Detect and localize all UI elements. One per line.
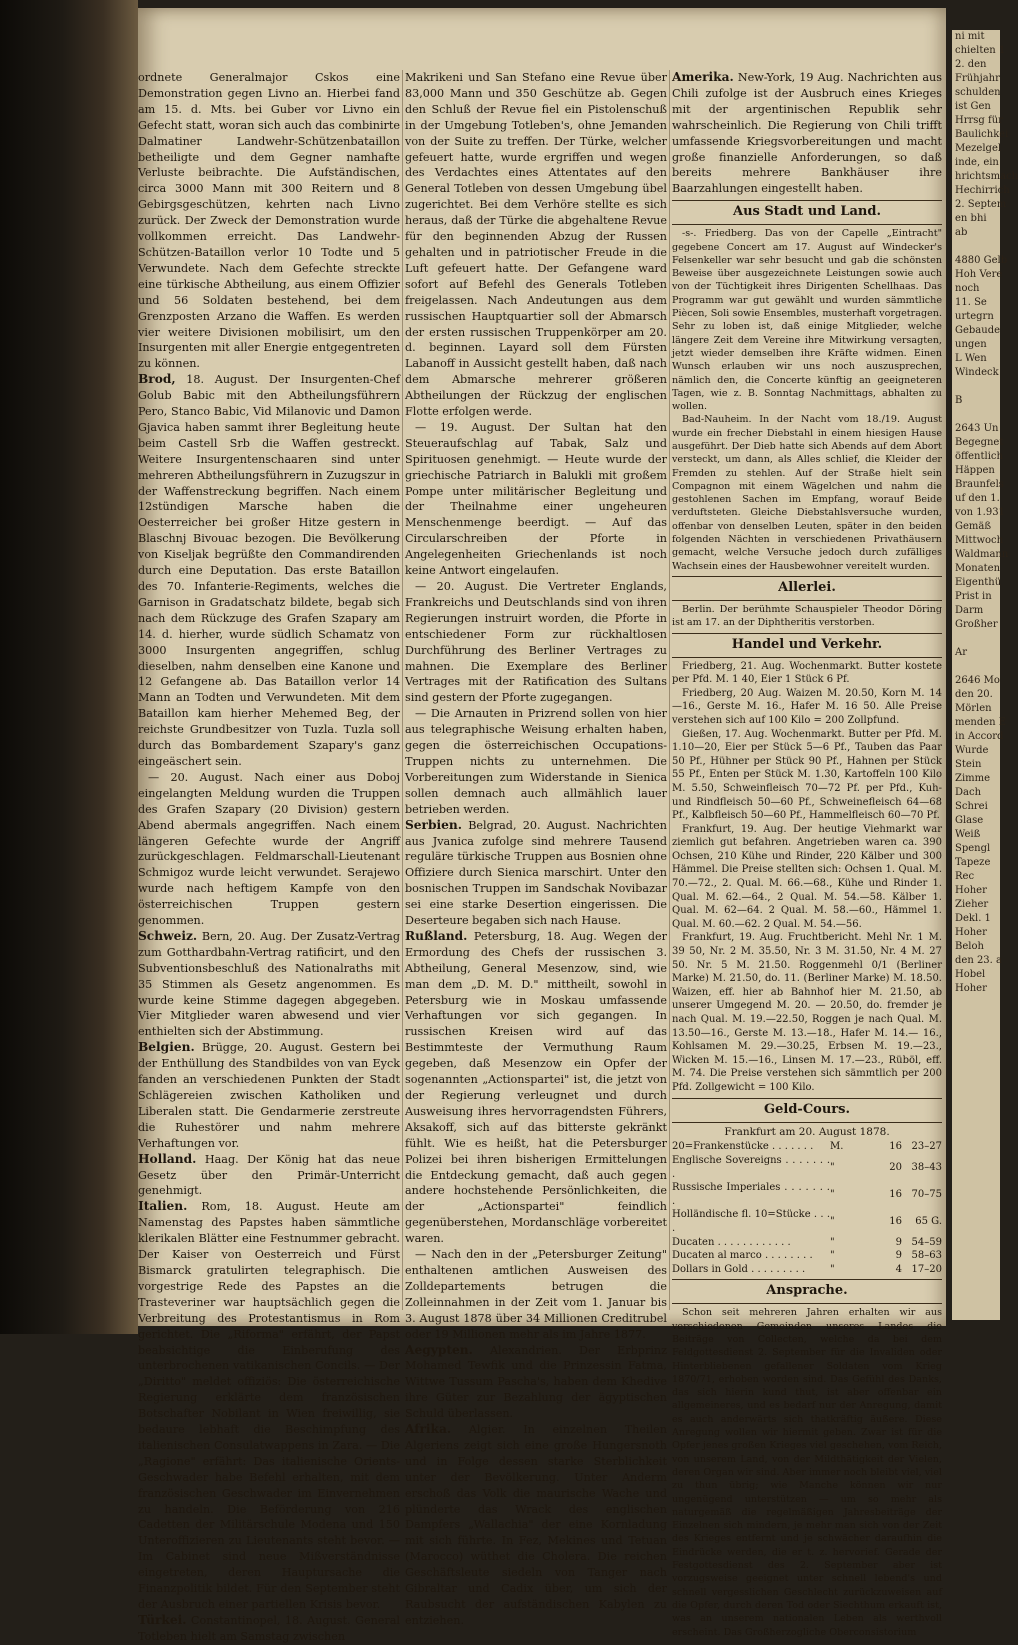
article-text: — Die Arnauten in Prizrend sollen von hier aus telegraphische Weisung erhalten haben, gegen die österreichischen Occupations-Truppen nichts zu unternehmen. Die Vorbereitungen zum Widerstande in Sienica sollen demnach auch allmählich lauer betrieben werden.	[405, 707, 667, 816]
edge-text-fragment: uf den 1.	[955, 493, 1000, 504]
rate-pfennig: 70–75	[911, 1189, 942, 1201]
edge-text-fragment: Hoher	[955, 885, 987, 896]
coin-name: Ducaten al marco . . . . . . . .	[672, 1250, 813, 1262]
edge-text-fragment: Glase	[955, 815, 984, 826]
article-paragraph	[138, 1152, 400, 1200]
article-paragraph	[405, 579, 667, 706]
edge-text-fragment	[952, 632, 1000, 646]
article-text: — Nach den in der „Petersburger Zeitung" enthaltenen amtlichen Ausweisen des Zolldepartements betrugen die Zolleinnahmen in der Zeit vom 1. Januar bis 3. August 1878 über 34 Millionen Creditrubel oder 19 Millionen mehr als im Jahre 1877.	[405, 1248, 667, 1341]
article-text: Bern, 20. Aug. Der Zusatz-Vertrag zum Gotthardbahn-Vertrag ratificirt, und den Subventionsbeschluß des Nationalraths mit 35 Stimmen als Gesetz angenommen. Es wurde keine Stimme dagegen abgegeben. Vier Mitglieder waren abwesend und vier enthielten sich der Abstimmung.	[138, 929, 400, 1039]
rate-marks: 9	[895, 1250, 902, 1262]
edge-text-fragment: 2. den	[955, 59, 987, 70]
rate-pfennig: 58–63	[911, 1250, 942, 1262]
exchange-rate-row	[672, 1249, 942, 1263]
edge-text-fragment	[952, 1010, 1000, 1024]
edge-text-fragment: 11. Se	[955, 297, 987, 308]
edge-text-fragment: Mörlen	[955, 703, 992, 714]
edge-text-fragment: Weiß	[955, 829, 981, 840]
article-text: Rom, 18. August. Heute am Namenstag des Papstes haben sämmtliche klerikalen Blätter eine Festnummer gebracht. Der Kaiser von Oesterreich und Fürst Bismarck gratulirten telegraphisch. Die vorgestrige Rede des Papstes an die Trasteveriner war hauptsächlich gegen die Verbreitung des Protestantismus in Rom gerichtet. Die „Riforma" erfährt, der Papst beabsichtige die Einberufung des unterbrochenen vatikanischen Concils. — Der „Diritto" meldet offiziös: Die österreichische Regierung erklärte dem französischen Botschafter Nobilant in Wien freiwillig, sie bedaure lebhaft die Beschimpfung des italienischen Consulatwappens in Zara. — Die „Ragione" erfährt: Das italienische Orients-Geschwader habe Befehl erhalten, mit dem französischen Geschwader im Einvernehmen zu handeln. Die Beförderung von 216 Cadetten der Militärschule Modena und 150 Unteroffizieren zu Lieutenants steht bevor. — Im Cabinet sind neue Mißverständnisse eingetreten, deren Hauptursache die Finanzpolitik bildet. Für den September steht der Ausbruch einer partiellen Krisis bevor.	[138, 1200, 400, 1611]
article-paragraph	[405, 1422, 667, 1629]
edge-text-fragment: 4880 Gelb	[955, 255, 1008, 266]
edge-text-fragment	[952, 996, 1000, 1010]
edge-text-fragment: Großher	[955, 619, 998, 630]
coin-name: Russische Imperiales . . . . . . . .	[672, 1182, 830, 1207]
edge-text-fragment	[952, 380, 1000, 394]
article-paragraph	[672, 1306, 942, 1638]
coin-name: Englische Sovereigns . . . . . . . .	[672, 1155, 830, 1180]
edge-text-fragment	[952, 408, 1000, 422]
edge-text-fragment: Hrrsg für	[955, 115, 1003, 126]
article-text: Frankfurt, 19. Aug. Fruchtbericht. Mehl Nr. 1 M. 39 50, Nr. 2 M. 35.50, Nr. 3 M. 31.50, Nr. 4 M. 27 50. Nr. 5 M. 21.50. Roggenmehl 0/1 (Berliner Marke) M. 21.50, do. 11. (Berliner Marke) M. 18.50. Waizen, eff. hier ab Bahnhof hier M. 21.50, ab unserer Umgegend M. 20. — 20.50, do. fremder je nach Qual. M. 19.—22.50, Roggen je nach Qual. M. 13.50—16., Gerste M. 13.—18., Hafer M. 14.— 16., Kohlsamen M. 29.—30.25, Erbsen M. 19.—23., Wicken M. 15.—16., Linsen M. 17.—23., Rüböl, eff. M. 74. Die Preise verstehen sich sämmtlich per 200 Pfd. Zollgewicht = 100 Kilo.	[672, 932, 942, 1093]
currency-unit: "	[830, 1216, 835, 1228]
article-text: Algier. In einzelnen Theilen Algeriens zeigt sich eine große Hungersnoth und in Folge dessen starke Sterblichkeit unter der Bevölkerung. Unter Anderm erschoß das Volk die maurische Wache und plünderte das Wrack des englischen Dampfers „Wallachia" der eine Kornladung mit sich führte. In Fez, Mekines und Tetuan (Marocco) wüthet die Cholera. Die reichen Geschäftsleute siedeln von Tanger nach Gibraltar und Cadix über, um sich der Raubsucht der aufständischen Kabylen zu entziehen.	[405, 1423, 667, 1627]
edge-text-fragment: den 20.	[955, 689, 993, 700]
article-dateline: Aegypten.	[405, 1342, 473, 1357]
article-paragraph	[672, 227, 942, 413]
article-paragraph	[138, 1199, 400, 1613]
rate-pfennig: 23–27	[911, 1141, 942, 1153]
article-text: Friedberg, 21. Aug. Wochenmarkt. Butter kostete per Pfd. M. 1 40, Eier 1 Stück 6 Pf.	[672, 660, 942, 686]
exchange-rate-row	[672, 1236, 942, 1250]
edge-text-fragment: ist Gen	[955, 101, 991, 112]
article-paragraph	[405, 929, 667, 1247]
article-dateline: Amerika.	[672, 70, 734, 84]
article-text: Schon seit mehreren Jahren erhalten wir aus verschiedenen Gemeinden unseres Landes die Beiträge von Collecten, welche da bei dem Feldgottesdienst 2. September für die Invaliden oder Hinterbliebenen gefallener Soldaten vom Krieg 1870/71, erhoben worden sind. Das Gefühl des Danks, das sich hierin kund thut, ist aber offenbar ein allgemeineres, und es bedarf nur der Anregung, damit es auch anderwärts sich thatkräftig äußere. Diese Anregung wollen wir hiermit geben. Zwar ist für die Opfer jenes großen Krieges viel geschehen, vom Reich, von unserem Land, von der Mildthätigkeit der Vielen, deren Organ wir sind. Aber immer noch bleibt viel, viel zu thun übrig; wie Manche können wir nur ungenügend unterstützen — um so mehr als naturgemäß die regelmäßigen Jahresbeiträge der Einzelnen sich mindern, je mehr man sich von der Zeit des Krieges entfernt und je schwächer daraufhin die Eindrücke werden, die er t. z. hervorief. Gerade der Festgottesdienst des 2. September aber ist vorzugsweise geeignet unter schnell lebend's und schnell vergesslichen Geschlecht zurückzuweisen auf die Opfer, durch deren Tod oder Siechthum erkauft ist, was an unserem nationalen Leben als werthvoll erscheint. Das Großherzogliche Oberconsistorium	[672, 1307, 942, 1638]
article-dateline: Italien.	[138, 1199, 188, 1214]
edge-text-fragment: Tapeze	[955, 857, 991, 868]
rate-marks: 16	[889, 1189, 902, 1201]
edge-text-fragment: Zieher	[955, 899, 989, 910]
article-paragraph	[672, 70, 942, 197]
edge-text-fragment: Gebaude	[955, 325, 1001, 336]
article-dateline: Türkei.	[138, 1612, 187, 1627]
article-text: -s-. Friedberg. Das von der Capelle „Eintracht" gegebene Concert am 17. August auf Windecker's Felsenkeller war sehr besucht und gab die schönsten Beweise über ausgezeichnete Leistungen sowie auch von der Tüchtigkeit ihres Dirigenten Schellhaas. Das Programm war gut gewählt und wurden sämmtliche Piècen, Soli sowie Ensembles, musterhaft vorgetragen. Sehr zu loben ist, daß einige Mitglieder, welche längere Zeit dem Vereine ihre Mitwirkung versagten, jetzt wieder demselben ihre Kräfte widmen. Einen Wunsch erlauben wir uns noch auszusprechen, nämlich den, die Concerte künftig an geeigneteren Tagen, wie z. B. Sonntag Nachmittags, abhalten zu wollen.	[672, 228, 942, 413]
exchange-rate-row	[672, 1208, 942, 1235]
article-paragraph	[405, 706, 667, 817]
column-2	[405, 70, 667, 1627]
article-text: ordnete Generalmajor Cskos eine Demonstration gegen Livno an. Hierbei fand am 15. d. Mts. bei Guber vor Livno ein Gefecht statt, woran sich auch das combinirte Dalmatiner Landwehr-Schützenbataillon betheiligte und dem Gegner namhafte Verluste beibrachte. Die Aufständischen, circa 3000 Mann mit 300 Reitern und 8 Gebirgsgeschützen, kehrten nach Livno zurück. Der Zweck der Demonstration wurde vollkommen erreicht. Das Landwehr-Schützen-Bataillon verlor 10 Todte und 5 Verwundete. Nach dem Gefechte streckte eine türkische Abtheilung, aus einem Offizier und 56 Soldaten bestehend, bei dem Grenzposten Arzano die Waffen. Es werden vier weitere Divisionen mobilisirt, um den Insurgenten mit aller Energie entgegentreten zu können.	[138, 71, 400, 371]
section-rule	[672, 224, 942, 225]
edge-text-fragment: öffentlich	[955, 451, 1003, 462]
edge-text-fragment: Häppen	[955, 465, 995, 476]
article-text: Petersburg, 18. Aug. Wegen der Ermordung des Chefs der russischen 3. Abtheilung, General Mesenzow, sind, wie man dem „D. M. D." mittheilt, sowohl in Petersburg wie in Moskau umfassende Verhaftungen vor sich gegangen. In russischen Kreisen wird auf das Bestimmteste der Vermuthung Raum gegeben, daß Mesenzow ein Opfer der sogenannten „Actionspartei" ist, die jetzt von der Regierung verleugnet und durch Ausweisung ihres hervorragendsten Führers, Aksakoff, sich auf das bitterste gekränkt fühlt. Wie es heißt, hat die Petersburger Polizei bei ihren bisherigen Ermittelungen die Entdeckung gemacht, daß auch gegen andere hochstehende Persönlichkeiten, die der „Actionspartei" feindlich gegenüberstehen, Mordanschläge vorbereitet waren.	[405, 929, 667, 1246]
section-rule	[672, 657, 942, 658]
edge-text-fragment: Mittwoch	[955, 535, 1004, 546]
edge-text-fragment: Hoher	[955, 983, 987, 994]
article-paragraph	[405, 818, 667, 929]
exchange-rate-subheading: Frankfurt am 20. August 1878.	[724, 1125, 890, 1138]
edge-text-fragment	[952, 660, 1000, 674]
coin-name: 20=Frankenstücke . . . . . . .	[672, 1141, 814, 1153]
article-paragraph	[672, 931, 942, 1094]
edge-text-fragment: noch	[955, 283, 980, 294]
article-text: — 19. August. Der Sultan hat den Steueraufschlag auf Tabak, Salz und Spirituosen genehmigt. — Heute wurde der griechische Patriarch in Balukli mit großem Pompe unter militärischer Begleitung und der Theilnahme einer ungeheuren Menschenmenge beerdigt. — Auf das Circularschreiben der Pforte in Angelegenheiten Griechenlands ist noch keine Antwort eingelaufen.	[405, 420, 667, 578]
coin-name: Holländische fl. 10=Stücke . . . .	[672, 1209, 830, 1235]
edge-text-fragment: in Accord	[955, 731, 1004, 742]
book-spine	[0, 0, 138, 1334]
rate-marks: 9	[895, 1236, 902, 1248]
article-text: Bad-Nauheim. In der Nacht vom 18./19. August wurde ein frecher Diebstahl in einem hiesigen Hause ausgeführt. Der Dieb hatte sich Abends auf dem Abort versteckt, um dann, als Alles schlief, die Kleider der Fremden zu stehlen. Auf der Straße hielt sein Compagnon mit einem Wägelchen und nahm die gestohlenen Sachen im Empfang, worauf Beide verduftsteten. Gleiche Diebstahlsversuche wurden, offenbar von denselben Leuten, später in den beiden folgenden Nächten in verschiedenen Privathäusern gemacht, welche Versuche jedoch durch zufälliges Wachsein eines der Hausbewohner vereitelt wurden.	[672, 414, 942, 572]
article-dateline: Holland.	[138, 1151, 197, 1166]
coin-name: Ducaten . . . . . . . . . . . .	[672, 1236, 791, 1248]
edge-text-fragment: Ar	[955, 647, 968, 658]
edge-text-fragment: chielten 1	[955, 45, 1006, 56]
article-text: 18. August. Der Insurgenten-Chef Golub Babic mit den Abtheilungsführern Pero, Stanco Babic, Vid Milanovic und Damon Gjavica haben sammt ihrer Begleitung heute beim Castell Srb die Waffen gestreckt. Weitere Insurgentenschaaren sind unter mehreren Abtheilungsführern in Zuzugszur in der Waffenstreckung begriffen. Nach einem 12stündigen Marsche haben die Oesterreicher bei großer Hitze gestern in Blaschnj Bivouac bezogen. Die Bevölkerung von Kiseljak begrüßte den Commandirenden durch eine Deputation. Das erste Bataillon des 70. Infanterie-Regiments, welches die Garnison in Gradatschatz bildete, begab sich nach dem Rückzuge des Grafen Szapary am 14. d. hierher, wurde südlich Schamatz von 3000 Insurgenten angegriffen, schlug dieselben, nahm denselben eine Kanone und 12 Gefangene ab. Das Bataillon verlor 14 Mann an Todten und Verwundeten. Mit dem Bataillon kam hierher Mehemed Beg, der reichste Grundbesitzer von Tuzla. Tuzla soll durch das Bombardement Szapary's ganz eingeäschert sein.	[138, 373, 400, 768]
edge-text-fragment: Prist in	[955, 591, 992, 602]
currency-unit: "	[830, 1189, 835, 1201]
article-paragraph	[138, 1613, 400, 1645]
edge-text-fragment: Hechirrich	[955, 185, 1010, 196]
article-text: Frankfurt, 19. Aug. Der heutige Viehmarkt war ziemlich gut befahren. Angetrieben waren ca. 390 Ochsen, 210 Kühe und Rinder, 220 Kälber und 300 Hämmel. Die Preise stellten sich: Ochsen 1. Qual. M. 70.—72., 2. Qual. M. 66.—68., Kühe und Rinder 1. Qual. M. 62.—64., 2 Qual. M. 54.—58. Kälber 1. Qual. M. 62—64. 2 Qual. M. 58.—60., Hämmel 1. Qual. M. 60.—62. 2 Qual. M. 54.—56.	[672, 823, 942, 930]
edge-text-fragment: Dekl. 1	[955, 913, 991, 924]
section-rule	[672, 1098, 942, 1099]
section-heading: Handel und Verkehr.	[731, 636, 883, 652]
edge-text-fragment: Beloh	[955, 941, 984, 952]
edge-text-fragment: 2643 Un	[955, 423, 999, 434]
edge-text-fragment: den 23. a	[955, 955, 1002, 966]
article-paragraph	[672, 660, 942, 687]
article-text: New-York, 19 Aug. Nachrichten aus Chili zufolge ist der Ausbruch eines Krieges mit der argentinischen Republik sehr wahrscheinlich. Die Regierung von Chili trifft umfassende Kriegsvorbereitungen und macht große finanzielle Anforderungen, so daß bereits mehrere Bankhäuser ihre Baarzahlungen eingestellt haben.	[672, 71, 942, 196]
rate-pfennig: 65 G.	[915, 1216, 942, 1228]
article-text: Berlin. Der berühmte Schauspieler Theodor Döring ist am 17. an der Diphtheritis verstorben.	[672, 603, 942, 629]
section-rule	[672, 633, 942, 634]
article-dateline: Brod,	[138, 372, 176, 387]
rate-marks: 4	[895, 1263, 902, 1275]
edge-text-fragment: Zimme	[955, 773, 991, 784]
rate-marks: 20	[889, 1161, 902, 1173]
article-text: Haag. Der König hat das neue Gesetz über den Primär-Unterricht genehmigt.	[138, 1152, 400, 1198]
edge-text-fragment: schulden	[955, 87, 1001, 98]
article-text: Friedberg, 20 Aug. Waizen M. 20.50, Korn M. 14 —16., Gerste M. 16., Hafer M. 16 50. Alle Preise verstehen sich auf 100 Kilo = 200 Zollpfund.	[672, 687, 942, 726]
edge-text-fragment: 2646 Mo	[955, 675, 1000, 686]
edge-text-fragment: Hoh Vere	[955, 269, 1003, 280]
rate-pfennig: 17–20	[911, 1263, 942, 1275]
exchange-rate-table	[672, 1140, 942, 1276]
edge-text-fragment: Darm	[955, 605, 984, 616]
column-1	[138, 70, 400, 1643]
article-paragraph	[672, 603, 942, 630]
column-rule	[402, 70, 403, 1310]
article-paragraph	[672, 823, 942, 932]
article-dateline: Afrika.	[405, 1422, 452, 1437]
edge-text-fragment: menden E	[955, 717, 1007, 728]
edge-text-fragment: ni mit	[955, 31, 985, 42]
edge-text-fragment: hrichtsmach	[955, 171, 1018, 182]
rate-pfennig: 54–59	[911, 1236, 942, 1248]
edge-text-fragment: Waldmann	[955, 549, 1009, 560]
edge-text-fragment: Mezelgel	[955, 143, 1002, 154]
section-rule	[672, 576, 942, 577]
edge-text-fragment: urtegrn	[955, 311, 994, 322]
article-text: Alexandrien. Der Erbprinz Mohamed Tewfik und die Prinzessin Fatma, Wittwe Tussum Pascha's, haben dem Khedive ihre Güter zur Bezahlung der ägyptischen Schuld überlassen.	[405, 1343, 667, 1421]
edge-text-fragment: ungen	[955, 339, 987, 350]
edge-text-fragment: Dach	[955, 787, 982, 798]
article-text: — 20. August. Nach einer aus Doboj eingelangten Meldung wurden die Truppen des Grafen Szapary (20 Division) gestern Abend abermals angegriffen. Nach einem längeren Gefechte wurde der Angriff zurückgeschlagen. Feldmarschall-Lieutenant Schmigoz wurde leicht verwundet. Serajewo wurde nach heftigem Kampfe von den österreichischen Truppen gestern genommen.	[138, 770, 400, 928]
article-paragraph	[405, 1247, 667, 1342]
article-paragraph	[672, 687, 942, 728]
article-paragraph	[138, 70, 400, 372]
article-text: Constantinopel, 18. August. General Totleben hielt am Samstag zwischen	[138, 1613, 400, 1643]
article-paragraph	[138, 372, 400, 770]
article-dateline: Serbien.	[405, 817, 462, 832]
edge-text-fragment: Rec	[955, 871, 975, 882]
edge-text-fragment: Windeck	[955, 367, 999, 378]
currency-unit: "	[830, 1263, 835, 1275]
rate-marks: 16	[889, 1216, 902, 1228]
edge-text-fragment: Gemäß	[955, 521, 992, 532]
edge-text-fragment: Hobel	[955, 969, 986, 980]
edge-text-fragment: ab	[955, 227, 968, 238]
article-paragraph	[138, 770, 400, 929]
edge-text-fragment: Spengl	[955, 843, 991, 854]
edge-text-fragment: B	[955, 395, 963, 406]
section-heading: Ansprache.	[766, 1283, 848, 1299]
exchange-rate-row	[672, 1140, 942, 1154]
adjacent-page-edge	[952, 30, 1018, 1320]
rate-pfennig: 38–43	[911, 1161, 942, 1173]
article-paragraph	[138, 1040, 400, 1151]
article-dateline: Schweiz.	[138, 928, 198, 943]
currency-unit: "	[830, 1236, 835, 1248]
edge-text-fragment: Monaten	[955, 563, 1001, 574]
article-paragraph	[405, 70, 667, 420]
article-text: — 20. August. Die Vertreter Englands, Frankreichs und Deutschlands sind von ihren Regierungen instruirt worden, die Pforte in entschiedener Form zur rückhaltlosen Durchführung des Berliner Vertrages zu mahnen. Die Exemplare des Berliner Vertrages mit der Ratification des Sultans sind gestern der Pforte zugegangen.	[405, 580, 667, 705]
edge-text-fragment: Schrei	[955, 801, 988, 812]
edge-text-fragment: L Wen	[955, 353, 987, 364]
article-paragraph	[405, 1343, 667, 1423]
section-rule	[672, 1279, 942, 1280]
edge-text-fragment: Hoher	[955, 927, 987, 938]
edge-text-fragment: en bhi	[955, 213, 987, 224]
section-rule	[672, 1122, 942, 1123]
article-paragraph	[405, 420, 667, 579]
section-rule	[672, 600, 942, 601]
edge-text-fragment	[952, 240, 1000, 254]
section-heading: Aus Stadt und Land.	[733, 204, 881, 220]
section-heading: Allerlei.	[778, 579, 836, 595]
edge-text-fragment: Frühjahr	[955, 73, 1000, 84]
edge-text-fragment: Stein	[955, 759, 982, 770]
section-heading: Geld-Cours.	[764, 1101, 850, 1117]
edge-text-fragment: Eigenthü	[955, 577, 1002, 588]
currency-unit: M.	[830, 1141, 844, 1153]
section-rule	[672, 1303, 942, 1304]
edge-text-fragment: inde, ein	[955, 157, 999, 168]
edge-text-fragment: Baulichkei	[955, 129, 1009, 140]
article-text: Brügge, 20. August. Gestern bei der Enthüllung des Standbildes von van Eyck fanden an verschiedenen Punkten der Stadt Schlägereien zwischen Katholiken und Liberalen statt. Die Gendarmerie zerstreute die Ruhestörer und nahm mehrere Verhaftungen vor.	[138, 1041, 400, 1150]
article-paragraph	[672, 728, 942, 823]
edge-text-fragment: von 1.931	[955, 507, 1005, 518]
coin-name: Dollars in Gold . . . . . . . . .	[672, 1263, 806, 1275]
article-paragraph	[138, 929, 400, 1040]
article-dateline: Rußland.	[405, 928, 468, 943]
exchange-rate-row	[672, 1263, 942, 1277]
edge-text-fragment: Braunfels	[955, 479, 1004, 490]
article-text: Belgrad, 20. August. Nachrichten aus Jvanica zufolge sind mehrere Tausend reguläre türkische Truppen aus Bosnien ohne Offiziere durch Sienica marschirt. Unter den bosnischen Truppen im Sandschak Novibazar sei eine starke Desertion eingerissen. Die Deserteure begaben sich nach Hause.	[405, 818, 667, 928]
rate-marks: 16	[889, 1141, 902, 1153]
exchange-rate-row	[672, 1181, 942, 1208]
exchange-rate-row	[672, 1154, 942, 1181]
column-rule	[669, 70, 670, 1310]
section-rule	[672, 200, 942, 201]
edge-text-fragment: 2. Septem	[955, 199, 1007, 210]
article-text: Gießen, 17. Aug. Wochenmarkt. Butter per Pfd. M. 1.10—20, Eier per Stück 5—6 Pf., Tauben das Paar 50 Pf., Hühner per Stück 90 Pf., Hahnen per Stück 55 Pf., Enten per Stück M. 1.30, Kartoffeln 100 Kilo M. 5.50, Schweinfleisch 70—72 Pf. per Pfd., Kuh- und Rindfleisch 50—60 Pf., Schweinefleisch 64—68 Pf., Kalbfleisch 50—60 Pf., Hammelfleisch 60—70 Pf.	[672, 728, 942, 822]
edge-text-fragment: Wurde	[955, 745, 989, 756]
currency-unit: "	[830, 1250, 835, 1262]
currency-unit: "	[830, 1161, 835, 1173]
article-dateline: Belgien.	[138, 1040, 195, 1055]
article-paragraph	[672, 413, 942, 573]
article-text: Makrikeni und San Stefano eine Revue über 83,000 Mann und 350 Geschütze ab. Gegen den Schluß der Revue fiel ein Pistolenschuß in der Umgebung Totleben's, ohne Jemanden von der Suite zu treffen. Der Türke, welcher gefeuert hatte, wurde ergriffen und wegen des Verdachtes eines Attentates auf den General Totleben von dessen Umgebung übel zugerichtet. Bei dem Verhöre stellte es sich heraus, daß der Türke die abgehaltene Revue für den beginnenden Abzug der Russen gehalten und in patriotischer Freude in die Luft gefeuert hatte. Der Gefangene ward sofort auf Befehl des Generals Totleben freigelassen. Nach Andeutungen aus dem russischen Hauptquartier soll der Abmarsch der ersten russischen Truppenkörper am 20. d. beginnen. Layard soll dem Fürsten Labanoff in Aussicht gestellt haben, daß nach dem Abmarsche mehrerer größeren Abtheilungen der Rückzug der englischen Flotte erfolgen werde.	[405, 71, 667, 419]
column-3	[672, 70, 942, 1638]
edge-text-fragment: Begegnet	[955, 437, 1004, 448]
